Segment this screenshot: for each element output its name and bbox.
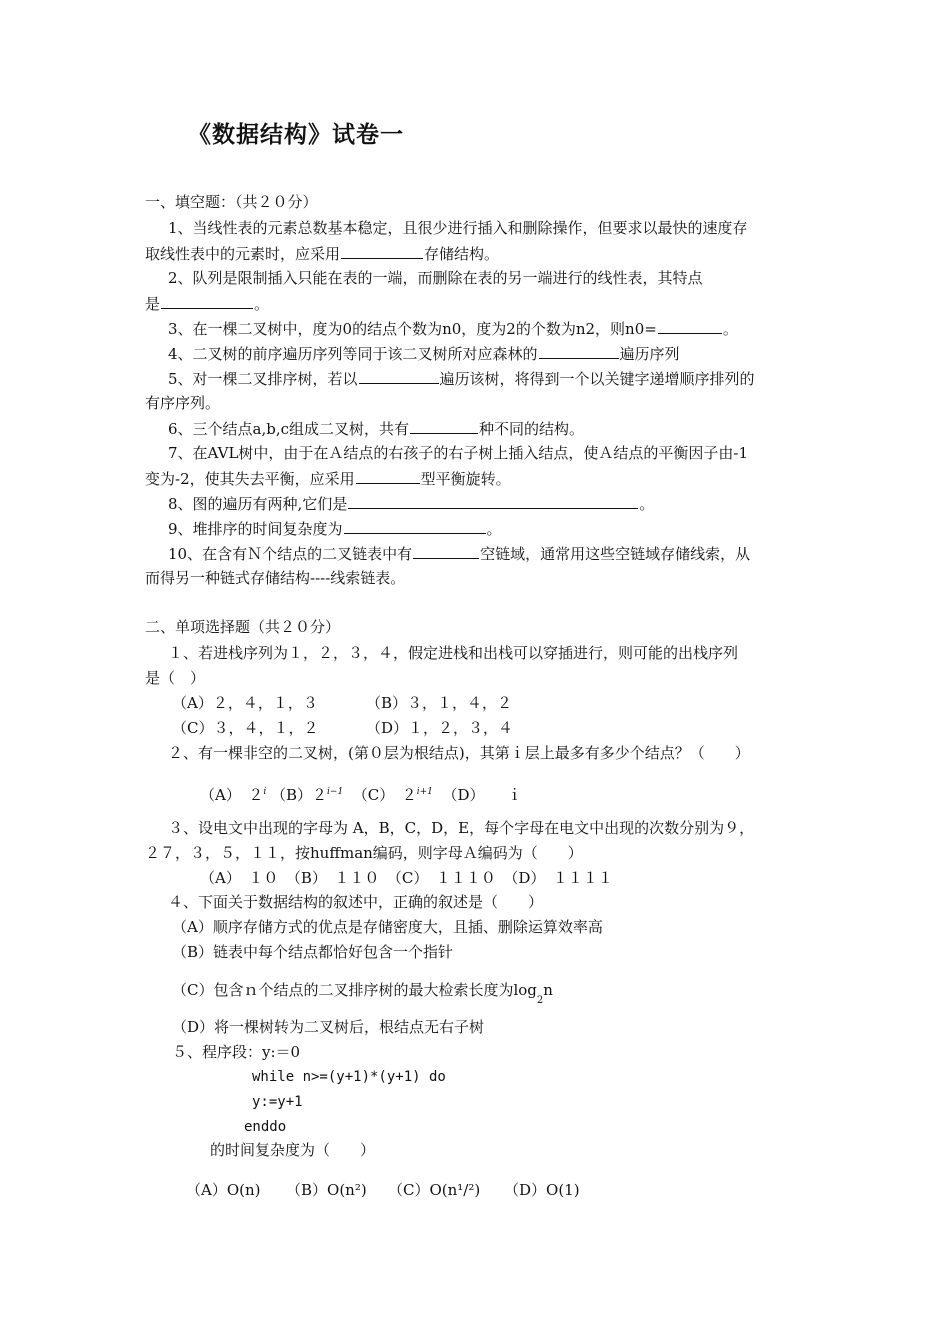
- superscript: i: [263, 787, 267, 797]
- question-text-part: 6、三个结点a,b,c组成二叉树，共有: [168, 420, 410, 438]
- question-text-part: 4、二叉树的前序遍历序列等同于该二叉树所对应森林的: [168, 345, 538, 363]
- section-heading-single-choice: 二、单项选择题（共２０分）: [145, 618, 341, 636]
- option-text: （D） ｉ: [442, 786, 522, 804]
- option-d[interactable]: （D）将一棵树转为二叉树后，根结点无右子树: [172, 1018, 485, 1036]
- superscript: i+1: [416, 787, 433, 797]
- question-text-part: 9、堆排序的时间复杂度为: [168, 520, 343, 538]
- question-text: 7、在AVL树中，由于在Ａ结点的右孩子的右子树上插入结点，使Ａ结点的平衡因子由-1: [168, 444, 749, 462]
- answer-blank[interactable]: [658, 318, 722, 334]
- question-text-part: 取线性表中的元素时，应采用: [145, 245, 341, 263]
- option-c[interactable]: （C）３，４，１，２: [172, 719, 319, 737]
- question-text-part: 5、对一棵二叉排序树，若以: [168, 370, 358, 388]
- code-line: enddo: [244, 1119, 287, 1135]
- option-c[interactable]: [348, 786, 433, 804]
- question-text: [168, 418, 584, 439]
- question-text-part: 存储结构。: [424, 245, 500, 263]
- question-text: 是（ ）: [145, 669, 206, 687]
- answer-blank[interactable]: [410, 418, 478, 434]
- option-b[interactable]: （B）３，１，４，２: [366, 694, 513, 712]
- question-text-part: 。: [722, 320, 738, 338]
- question-text: 1、当线性表的元素总数基本稳定，且很少进行插入和删除操作，但要求以最快的速度存: [168, 219, 748, 237]
- option-text: （C）包含ｎ个结点的二叉排序树的最大检索长度为log: [172, 981, 537, 999]
- question-text: [168, 343, 680, 364]
- option-b[interactable]: （B）链表中每个结点都恰好包含一个指针: [172, 943, 454, 961]
- option-text: n: [543, 981, 553, 999]
- code-line: y:=y+1: [252, 1094, 303, 1110]
- code-line: while n>=(y+1)*(y+1) do: [252, 1069, 446, 1085]
- question-text: ３、设电文中出现的字母为 A，B，C，D，E，每个字母在电文中出现的次数分别为９，: [168, 819, 755, 837]
- option-text: （B）２: [271, 786, 328, 804]
- question-text-part: 10、在含有Ｎ个结点的二叉链表中有: [168, 545, 413, 563]
- question-text: 的时间复杂度为（ ）: [210, 1141, 376, 1159]
- question-text: [168, 543, 750, 564]
- option-b[interactable]: （B）O(n²): [286, 1181, 367, 1199]
- question-text-part: 。: [254, 295, 270, 313]
- question-text: 2、队列是限制插入只能在表的一端，而删除在表的另一端进行的线性表，其特点: [168, 269, 703, 287]
- question-text-part: 型平衡旋转。: [420, 470, 511, 488]
- question-text: [168, 318, 738, 339]
- answer-blank[interactable]: [356, 468, 420, 484]
- answer-blank[interactable]: [539, 343, 619, 359]
- question-text-part: 遍历序列: [619, 345, 680, 363]
- question-text-part: 遍历该树，将得到一个以关键字递增顺序排列的: [439, 370, 755, 388]
- option-d[interactable]: [438, 786, 522, 804]
- question-text: ２７，３，５，１１，按huffman编码，则字母Ａ编码为（ ）: [145, 844, 583, 862]
- answer-blank[interactable]: [359, 368, 439, 384]
- question-text: [145, 468, 511, 489]
- option-row: [200, 782, 522, 805]
- option-a[interactable]: （A）O(n): [186, 1181, 261, 1199]
- question-text-part: 。: [639, 495, 655, 513]
- option-a[interactable]: （A）２，４，１，３: [172, 694, 318, 712]
- answer-blank[interactable]: [161, 293, 253, 309]
- question-text-part: 种不同的结构。: [479, 420, 585, 438]
- question-text: ５、程序段：y:＝0: [172, 1043, 301, 1061]
- question-text: ２、有一棵非空的二叉树，(第０层为根结点)，其第ｉ层上最多有多少个结点？（ ）: [168, 744, 750, 762]
- question-text-part: 是: [145, 295, 161, 313]
- question-text-part: 变为-2，使其失去平衡，应采用: [145, 470, 355, 488]
- option-d[interactable]: （D）１，２，３，４: [366, 719, 514, 737]
- option-d[interactable]: （D）O(1): [504, 1181, 580, 1199]
- superscript: i−1: [327, 787, 344, 797]
- question-text-part: 。: [486, 520, 502, 538]
- option-c[interactable]: [172, 980, 553, 1011]
- answer-blank[interactable]: [344, 518, 486, 534]
- option-row[interactable]: （A） １０ （B） １１０ （C） １１１０ （D） １１１１: [200, 869, 613, 887]
- option-b[interactable]: [271, 786, 343, 804]
- answer-blank[interactable]: [348, 493, 638, 509]
- question-text-part: 空链域，通常用这些空链域存储线索，从: [480, 545, 751, 563]
- page-title: 《数据结构》试卷一: [188, 121, 404, 148]
- answer-blank[interactable]: [413, 543, 479, 559]
- question-text: [145, 293, 269, 314]
- option-text: （C） ２: [352, 786, 417, 804]
- answer-blank[interactable]: [341, 243, 423, 259]
- subscript: 2: [536, 995, 544, 1006]
- question-text: ４、下面关于数据结构的叙述中，正确的叙述是（ ）: [168, 893, 544, 911]
- option-c[interactable]: （C）O(n¹/²): [388, 1181, 481, 1199]
- question-text: [145, 243, 499, 264]
- question-text-part: 8、图的遍历有两种,它们是: [168, 495, 348, 513]
- question-text: １、若进栈序列为１，２，３，４，假定进栈和出栈可以穿插进行，则可能的出栈序列: [168, 644, 739, 662]
- question-text: [168, 493, 654, 514]
- option-a[interactable]: （A）顺序存储方式的优点是存储密度大，且插、删除运算效率高: [172, 918, 603, 936]
- question-text: 而得另一种链式存储结构----线索链表。: [145, 569, 406, 587]
- option-a[interactable]: [200, 786, 266, 804]
- section-heading-fill-blank: 一、填空题：（共２０分）: [145, 193, 318, 211]
- question-text-part: 3、在一棵二叉树中，度为0的结点个数为n0，度为2的个数为n2，则n0=: [168, 320, 657, 338]
- question-text: 有序序列。: [145, 394, 221, 412]
- option-text: （A） ２: [200, 786, 264, 804]
- question-text: [168, 368, 755, 389]
- question-text: [168, 518, 502, 539]
